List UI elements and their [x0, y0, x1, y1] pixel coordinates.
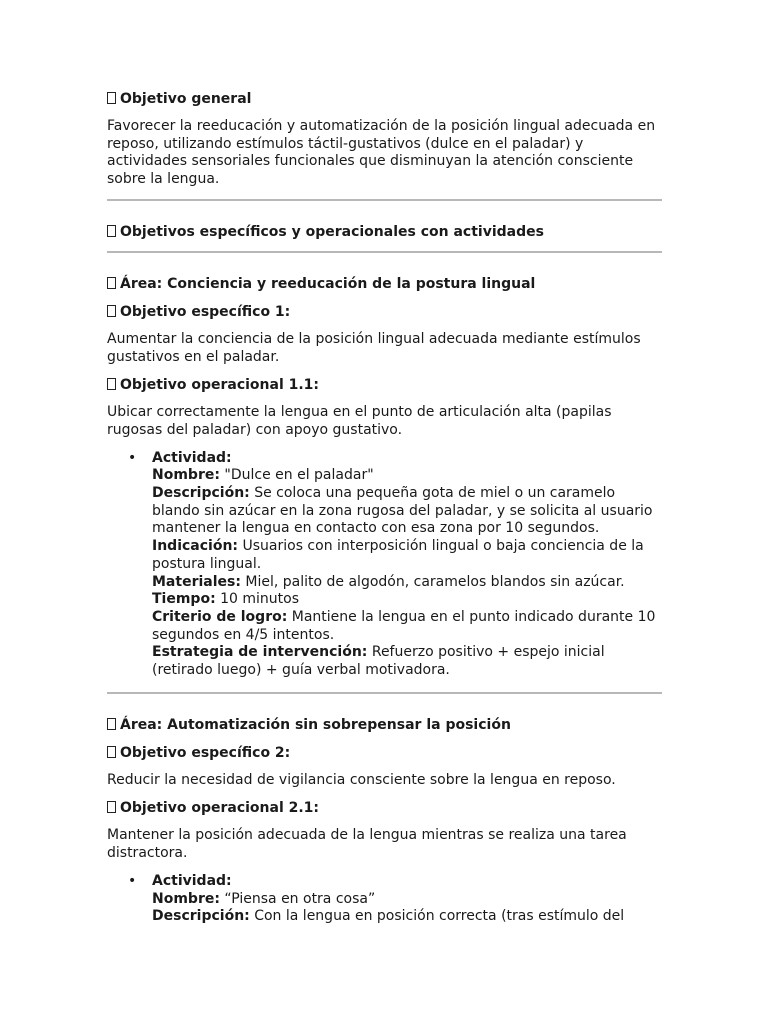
activity-indication-value: Usuarios con interposición lingual o baja conciencia de la postura lingual. — [152, 538, 644, 572]
document-content — [107, 90, 662, 936]
activity-label: • Actividad: — [152, 872, 232, 889]
activity-criterion-value: Mantiene la lengua en el punto indicado durante 10 segundos en 4/5 intentos. — [152, 608, 656, 643]
area2-heading-text: Área: Automatización sin sobrepensar la posición — [120, 716, 511, 733]
operational-objective-2-1-heading-text: Objetivo operacional 2.1: — [120, 800, 320, 817]
activity-description-value: Con la lengua en posición correcta (tras estímulo del — [254, 908, 625, 925]
specific-objective-1-text: Aumentar la conciencia de la posición lingual adecuada mediante estímulos gustativos en el paladar. — [107, 330, 641, 365]
missing-glyph-icon — [107, 746, 116, 758]
activity-indication-key: Indicación: — [152, 538, 239, 555]
activity-time-value: 10 minutos — [220, 591, 300, 608]
activity-strategy-value: Refuerzo positivo + espejo inicial (retirado luego) + guía verbal motivadora. — [152, 644, 605, 679]
activity-label: • Actividad: — [152, 449, 232, 466]
divider — [107, 199, 662, 201]
general-objective-text: Favorecer la reeducación y automatización de la posición lingual adecuada en reposo, utilizando estímulos táctil-gustativos (dulce en el paladar) y actividades sensoriales funcionales que disminuyan la atención consciente sobre la lengua. — [107, 118, 656, 188]
operational-objective-2-1-text: Mantener la posición adecuada de la lengua mientras se realiza una tarea distractora. — [107, 827, 627, 862]
specific-objectives-heading — [107, 223, 662, 241]
activity-description-value: Se coloca una pequeña gota de miel o un caramelo blando sin azúcar en la zona rugosa del paladar, y se solicita al usuario mantener la lengua en contacto con esa zona por 10 segundos. — [152, 485, 653, 537]
activity-indication-row — [152, 538, 662, 573]
activity-time-key: Tiempo: — [152, 591, 216, 608]
area1-heading-text: Área: Conciencia y reeducación de la postura lingual — [120, 275, 536, 292]
missing-glyph-icon — [107, 92, 116, 104]
missing-glyph-icon — [107, 378, 116, 390]
missing-glyph-icon — [107, 225, 116, 237]
activity-description-key: Descripción: — [152, 485, 250, 502]
activity-criterion-key: Criterio de logro: — [152, 608, 288, 625]
activity-name-key: Nombre: — [152, 890, 220, 907]
general-objective-heading — [107, 90, 662, 108]
activity-materials-key: Materiales: — [152, 573, 241, 590]
activity-time-row — [152, 591, 662, 609]
activity-description-row — [152, 485, 662, 538]
activity-criterion-row — [152, 609, 662, 644]
activity-name-row — [152, 891, 662, 909]
divider — [107, 251, 662, 253]
missing-glyph-icon — [107, 277, 116, 289]
area1-heading — [107, 275, 662, 293]
general-objective-heading-text: Objetivo general — [120, 91, 252, 107]
activity-list-2 — [107, 873, 662, 926]
activity-strategy-key: Estrategia de intervención: — [152, 644, 368, 661]
divider — [107, 692, 662, 694]
area2-heading — [107, 716, 662, 734]
missing-glyph-icon — [107, 801, 116, 813]
activity-item — [152, 450, 662, 680]
operational-objective-1-1-heading — [107, 376, 662, 394]
specific-objective-1-heading-text: Objetivo específico 1: — [120, 303, 291, 320]
activity-materials-value: Miel, palito de algodón, caramelos blandos sin azúcar. — [245, 573, 625, 590]
activity-name-row — [152, 467, 662, 485]
specific-objective-2-text: Reducir la necesidad de vigilancia consciente sobre la lengua en reposo. — [107, 771, 616, 788]
operational-objective-1-1-text: Ubicar correctamente la lengua en el punto de articulación alta (papilas rugosas del paladar) con apoyo gustativo. — [107, 404, 612, 438]
activity-description-row — [152, 908, 662, 926]
specific-objective-1-heading — [107, 303, 662, 321]
operational-objective-2-1-heading — [107, 799, 662, 817]
specific-objectives-heading-text: Objetivos específicos y operacionales con actividades — [120, 223, 544, 240]
specific-objective-2-heading — [107, 744, 662, 762]
activity-strategy-row — [152, 644, 662, 679]
activity-list-1 — [107, 450, 662, 680]
specific-objective-2-heading-text: Objetivo específico 2: — [120, 744, 291, 761]
missing-glyph-icon — [107, 305, 116, 317]
missing-glyph-icon — [107, 718, 116, 730]
activity-description-key: Descripción: — [152, 908, 250, 925]
activity-name-key: Nombre: — [152, 467, 220, 484]
activity-materials-row — [152, 574, 662, 592]
operational-objective-1-1-heading-text: Objetivo operacional 1.1: — [120, 377, 320, 394]
activity-name-value: “Piensa en otra cosa” — [224, 890, 376, 907]
activity-name-value: "Dulce en el paladar" — [224, 467, 374, 484]
activity-item — [152, 873, 662, 926]
